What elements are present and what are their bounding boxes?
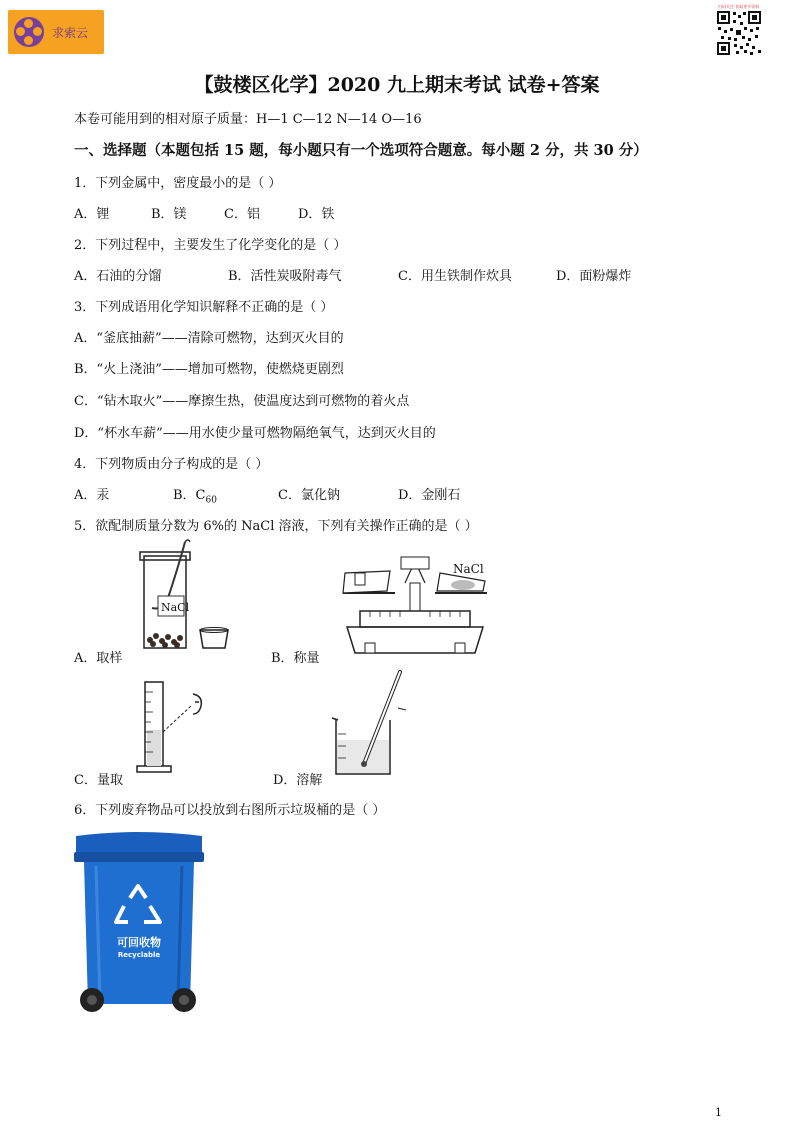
question-3-stem: 3．下列成语用化学知识解释不正确的是（ ）	[74, 300, 334, 315]
q4-option-a: A．汞	[74, 488, 110, 503]
question-1-stem: 1．下列金属中，密度最小的是（ ）	[74, 176, 282, 191]
q4-option-b-text: B．C	[173, 488, 206, 503]
recycle-bin-figure	[70, 826, 206, 1020]
question-2-stem: 2．下列过程中，主要发生了化学变化的是（ ）	[74, 238, 347, 253]
q3-option-a: A．“釜底抽薪”——清除可燃物，达到灭火目的	[74, 331, 344, 346]
q4-option-b	[173, 484, 217, 506]
q4-option-b-subscript: 60	[205, 495, 217, 506]
q3-option-c: C．“钻木取火”——摩擦生热，使温度达到可燃物的着火点	[74, 394, 410, 409]
logo-text: 求索云	[52, 25, 89, 40]
q1-option-a: A．锂	[74, 207, 110, 222]
sampling-figure	[130, 538, 240, 654]
exam-title: 【鼓楼区化学】2020 九上期末考试 试卷+答案	[194, 74, 600, 96]
question-5-stem: 5．欲配制质量分数为 6%的 NaCl 溶液，下列有关操作正确的是（ ）	[74, 519, 478, 534]
qr-code-icon	[716, 10, 762, 56]
weighing-figure	[335, 553, 495, 658]
q5-option-a: A．取样	[74, 651, 123, 666]
bin-label-en: Recyclable	[117, 951, 161, 959]
q5-option-b: B．称量	[271, 651, 320, 666]
q1-option-d: D．铁	[298, 207, 335, 222]
q5-option-c: C．量取	[74, 773, 123, 788]
q2-option-c: C．用生铁制作炊具	[398, 269, 512, 284]
page-number: 1	[715, 1106, 722, 1119]
question-4-stem: 4．下列物质由分子构成的是（ ）	[74, 457, 269, 472]
question-6-stem: 6．下列废弃物品可以投放到右图所示垃圾桶的是（ ）	[74, 803, 386, 818]
q3-option-d: D．“杯水车薪”——用水使少量可燃物隔绝氧气，达到灭火目的	[74, 426, 436, 441]
measuring-figure	[125, 680, 215, 780]
qr-caption: 扫码关注 获取更多资料	[718, 4, 760, 9]
dissolving-figure	[328, 668, 418, 778]
q1-option-b: B．镁	[151, 207, 187, 222]
atomic-masses: 本卷可能用到的相对原子质量：H—1 C—12 N—14 O—16	[74, 112, 422, 127]
flower-icon	[14, 17, 44, 47]
q3-option-b: B．“火上浇油”——增加可燃物，使燃烧更剧烈	[74, 362, 344, 377]
brand-logo	[8, 10, 104, 54]
q2-option-a: A．石油的分馏	[74, 269, 162, 284]
jar-label: NaCl	[161, 601, 190, 614]
q5-option-d: D．溶解	[273, 773, 323, 788]
section-heading: 一、选择题（本题包括 15 题，每小题只有一个选项符合题意。每小题 2 分，共 30 分）	[74, 142, 648, 159]
q4-option-d: D．金刚石	[398, 488, 461, 503]
q4-option-c: C．氯化钠	[278, 488, 340, 503]
q1-option-c: C．铝	[224, 207, 260, 222]
balance-label: NaCl	[453, 562, 484, 576]
q2-option-d: D．面粉爆炸	[556, 269, 632, 284]
q2-option-b: B．活性炭吸附毒气	[228, 269, 342, 284]
bin-label-cn: 可回收物	[117, 936, 161, 949]
